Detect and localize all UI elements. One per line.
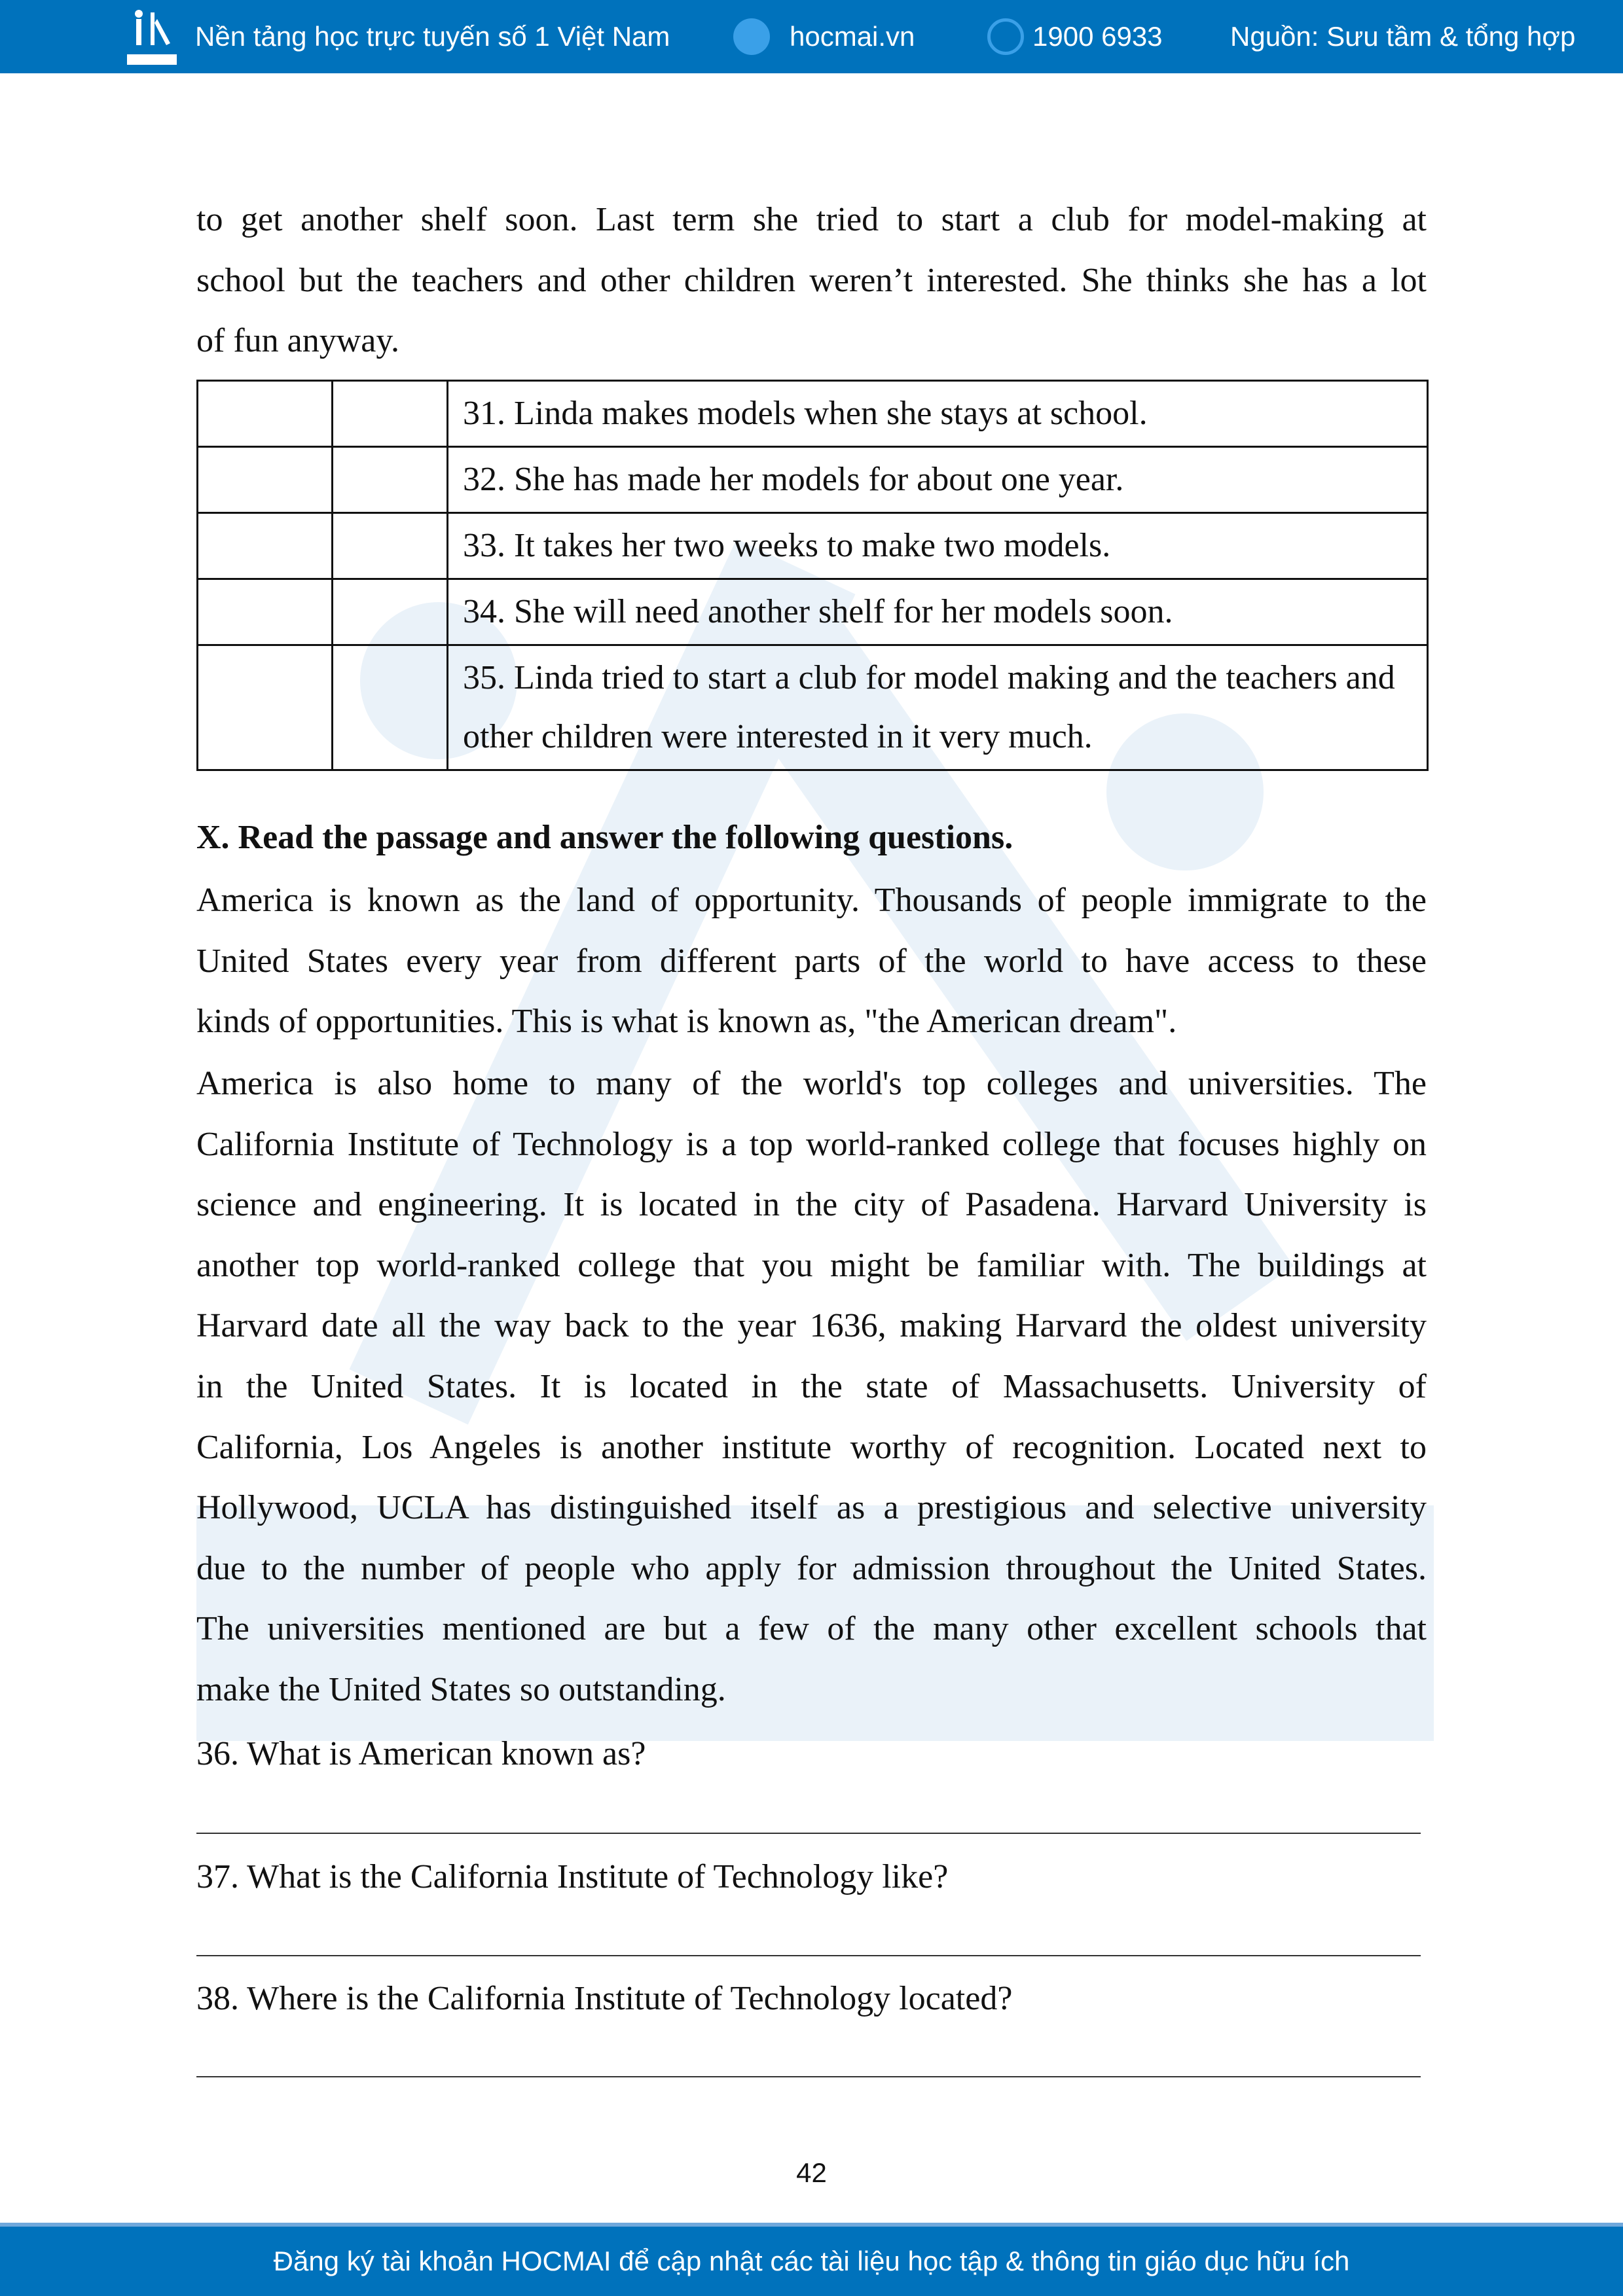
statement-cell: 32. She has made her models for about one year. — [448, 447, 1428, 513]
page-number: 42 — [796, 2157, 827, 2188]
header-tagline: Nền tảng học trực tuyến số 1 Việt Nam — [195, 21, 670, 52]
false-cell[interactable] — [333, 447, 448, 513]
passage-line: California, Los Angeles is another institute worthy of recognition. Located next to — [196, 1428, 1427, 1466]
passage-line: science and engineering. It is located in the city of Pasadena. Harvard University is — [196, 1186, 1427, 1224]
false-cell[interactable] — [333, 513, 448, 579]
intro-line: to get another shelf soon. Last term she tried to start a club for model-making at — [196, 201, 1427, 238]
answer-line[interactable] — [196, 1833, 1421, 1834]
statement-cell: 35. Linda tried to start a club for model making and the teachers and other children were interested in it very much. — [448, 645, 1428, 770]
passage-line: due to the number of people who apply for admission throughout the United States. — [196, 1549, 1427, 1587]
section-heading: X. Read the passage and answer the following questions. — [196, 819, 1013, 856]
question-36: 36. What is American known as? — [196, 1735, 646, 1772]
intro-line: school but the teachers and other children weren’t interested. She thinks she has a lot — [196, 261, 1427, 299]
true-cell[interactable] — [198, 513, 333, 579]
question-38: 38. Where is the California Institute of Technology located? — [196, 1980, 1013, 2017]
footer-bar — [0, 2223, 1623, 2296]
header-website-link[interactable]: hocmai.vn — [790, 21, 915, 52]
table-row — [198, 513, 1428, 579]
footer-text: Đăng ký tài khoản HOCMAI để cập nhật các tài liệu học tập & thông tin giáo dục hữu ích — [273, 2246, 1350, 2276]
passage-line: Hollywood, UCLA has distinguished itself as a prestigious and selective university — [196, 1489, 1427, 1527]
statement-cell: 33. It takes her two weeks to make two models. — [448, 513, 1428, 579]
passage-line: California Institute of Technology is a top world-ranked college that focuses highly on — [196, 1125, 1427, 1163]
true-cell[interactable] — [198, 447, 333, 513]
passage-line: in the United States. It is located in the state of Massachusetts. University of — [196, 1368, 1427, 1405]
passage-line: kinds of opportunities. This is what is known as, "the American dream". — [196, 1003, 1177, 1041]
table-row — [198, 645, 1428, 770]
table-row — [198, 447, 1428, 513]
globe-icon — [733, 18, 770, 55]
passage-line: America is also home to many of the world's top colleges and universities. The — [196, 1065, 1427, 1102]
passage-line: The universities mentioned are but a few of the many other excellent schools that — [196, 1610, 1427, 1648]
false-cell[interactable] — [333, 645, 448, 770]
question-37: 37. What is the California Institute of Technology like? — [196, 1858, 949, 1895]
false-cell[interactable] — [333, 381, 448, 447]
intro-line: of fun anyway. — [196, 322, 399, 360]
answer-line[interactable] — [196, 2076, 1421, 2077]
true-cell[interactable] — [198, 579, 333, 645]
table-row — [198, 381, 1428, 447]
header-source: Nguồn: Sưu tầm & tổng hợp — [1230, 21, 1576, 52]
answer-line[interactable] — [196, 1955, 1421, 1956]
true-cell[interactable] — [198, 381, 333, 447]
passage-line: Harvard date all the way back to the year 1636, making Harvard the oldest university — [196, 1307, 1427, 1345]
header-phone[interactable]: 1900 6933 — [1032, 21, 1163, 52]
passage-line: United States every year from different parts of the world to have access to these — [196, 942, 1427, 980]
true-cell[interactable] — [198, 645, 333, 770]
statement-cell: 31. Linda makes models when she stays at school. — [448, 381, 1428, 447]
phone-icon — [987, 18, 1024, 55]
table-row — [198, 579, 1428, 645]
true-false-table — [196, 380, 1429, 771]
false-cell[interactable] — [333, 579, 448, 645]
passage-line: another top world-ranked college that you might be familiar with. The buildings at — [196, 1246, 1427, 1284]
statement-cell: 34. She will need another shelf for her models soon. — [448, 579, 1428, 645]
passage-line: make the United States so outstanding. — [196, 1671, 726, 1708]
passage-line: America is known as the land of opportunity. Thousands of people immigrate to the — [196, 882, 1427, 919]
header-bar — [0, 0, 1623, 73]
hocmai-logo-icon — [124, 7, 179, 66]
